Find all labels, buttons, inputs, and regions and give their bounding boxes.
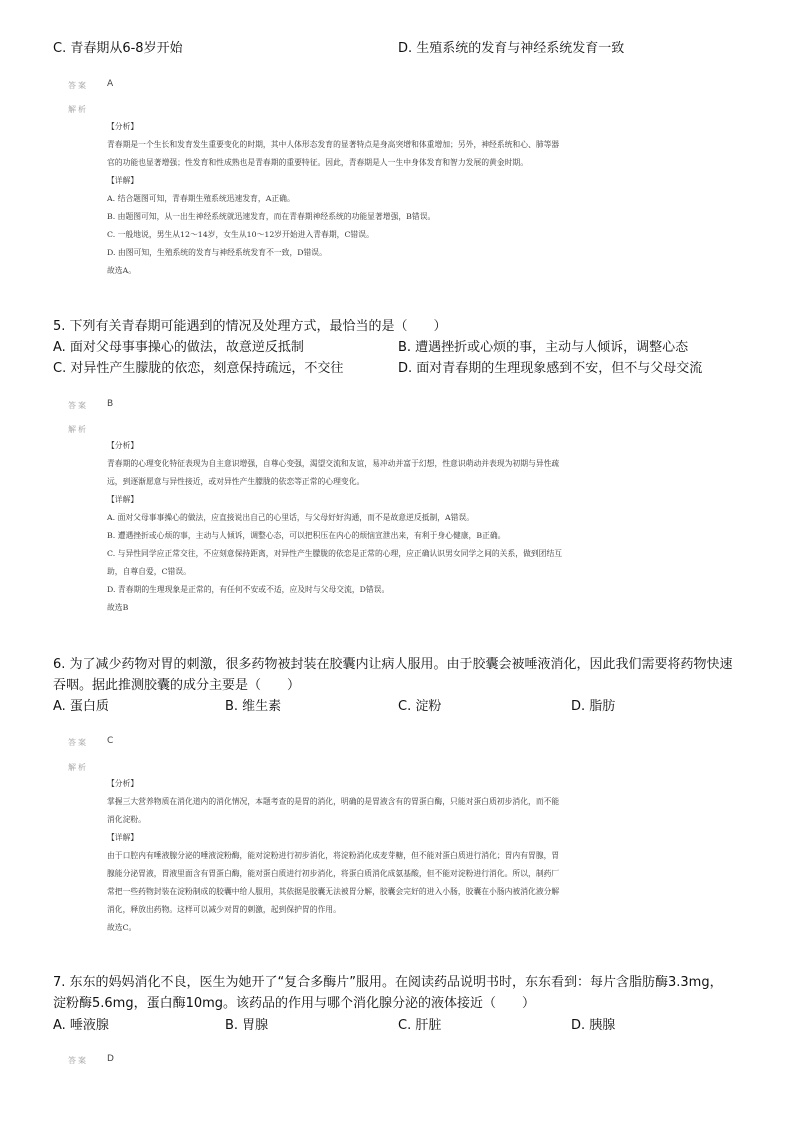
q6-options bbox=[53, 696, 753, 717]
q7-option-a: A. 唾液腺 bbox=[53, 1018, 109, 1033]
q4-analysis-label: 解析 bbox=[68, 105, 88, 114]
q6-expl-line: 【详解】 bbox=[107, 833, 139, 842]
q7-answer: D bbox=[107, 1054, 114, 1064]
q6-answer: C bbox=[107, 736, 114, 746]
q4-options bbox=[53, 38, 753, 59]
q5-options bbox=[53, 337, 753, 379]
q4-explanation bbox=[107, 118, 721, 280]
q4-expl-line: 【分析】 bbox=[107, 122, 139, 131]
q6-stem-line: 吞咽。据此推测胶囊的成分主要是（ ） bbox=[53, 678, 301, 693]
q5-answer: B bbox=[107, 399, 114, 409]
q4-expl-line: 【详解】 bbox=[107, 176, 139, 185]
q6-option-d: D. 脂肪 bbox=[571, 699, 616, 714]
q4-option-d: D. 生殖系统的发育与神经系统发育一致 bbox=[398, 41, 625, 56]
q5-stem: 5. 下列有关青春期可能遇到的情况及处理方式，最恰当的是（ ） bbox=[53, 319, 447, 334]
q6-stem-line: 6. 为了减少药物对胃的刺激，很多药物被封装在胶囊内让病人服用。由于胶囊会被唾液消化，因此我们需要将药物快速 bbox=[53, 657, 733, 672]
q6-stem bbox=[53, 654, 753, 696]
q6-expl-line: 掌握三大营养物质在消化道内的消化情况，本题考查的是胃的消化，明确的是胃液含有的胃蛋白酶，只能对蛋白质初步消化，而不能 bbox=[107, 797, 560, 806]
q5-explanation bbox=[107, 437, 721, 617]
q4-answer: A bbox=[107, 79, 114, 89]
q7-stem bbox=[53, 972, 753, 1014]
q5-expl-line: 助，自尊自爱，C错误。 bbox=[107, 567, 191, 576]
q6-answer-label: 答案 bbox=[68, 738, 88, 747]
q5-expl-line: A. 面对父母事事操心的做法，应直接说出自己的心里话，与父母好好沟通，而不是故意逆反抵制，A错误。 bbox=[107, 513, 475, 522]
q4-expl-line: C. 一般地说，男生从12～14岁，女生从10～12岁开始进入青春期，C错误。 bbox=[107, 230, 374, 239]
q6-explanation bbox=[107, 775, 721, 937]
q4-expl-line: 青春期是一个生长和发育发生重要变化的时期，其中人体形态发育的显著特点是身高突增和体重增加；另外，神经系统和心、肺等器 bbox=[107, 140, 560, 149]
q6-analysis-label: 解析 bbox=[68, 763, 88, 772]
q7-option-d: D. 胰腺 bbox=[571, 1018, 616, 1033]
q6-expl-line: 消化淀粉。 bbox=[107, 815, 146, 824]
q5-expl-line: 【分析】 bbox=[107, 441, 139, 450]
q7-options bbox=[53, 1015, 753, 1036]
q4-expl-line: 故选A。 bbox=[107, 266, 137, 275]
q7-stem-line: 淀粉酶5.6mg，蛋白酶10mg。该药品的作用与哪个消化腺分泌的液体接近（ ） bbox=[53, 996, 536, 1011]
q5-expl-line: 远，到逐渐愿意与异性接近，或对异性产生朦胧的依恋等正常的心理变化。 bbox=[107, 477, 365, 486]
q7-stem-line: 7. 东东的妈妈消化不良，医生为她开了“复合多酶片”服用。在阅读药品说明书时，东东看到：每片含脂肪酶3.3mg， bbox=[53, 975, 723, 990]
q5-option-d: D. 面对青春期的生理现象感到不安，但不与父母交流 bbox=[398, 361, 703, 376]
q4-option-c: C. 青春期从6-8岁开始 bbox=[53, 41, 183, 56]
q7-option-c: C. 肝脏 bbox=[398, 1018, 442, 1033]
q5-expl-line: D. 青春期的生理现象是正常的，有任何不安或不适，应及时与父母交流，D错误。 bbox=[107, 585, 390, 594]
q5-expl-line: 青春期的心理变化特征表现为自主意识增强，自尊心变强，渴望交流和友谊，易冲动并富于幻想，性意识萌动并表现为初期与异性疏 bbox=[107, 459, 560, 468]
q6-expl-line: 消化，释放出药物。这样可以减少对胃的刺激，起到保护胃的作用。 bbox=[107, 905, 341, 914]
q7-answer-label: 答案 bbox=[68, 1056, 88, 1065]
q6-expl-line: 【分析】 bbox=[107, 779, 139, 788]
q6-option-c: C. 淀粉 bbox=[398, 699, 442, 714]
q5-expl-line: B. 遭遇挫折或心烦的事，主动与人倾诉，调整心态，可以把积压在内心的烦恼宣泄出来，有利于身心健康，B正确。 bbox=[107, 531, 506, 540]
q6-expl-line: 常把一些药物封装在淀粉制成的胶囊中给人服用，其依据是胶囊无法被胃分解，胶囊会完好的进入小肠，胶囊在小肠内被消化液分解 bbox=[107, 887, 560, 896]
q5-expl-line: C. 与异性同学应正常交往，不应刻意保持距离，对异性产生朦胧的依恋是正常的心理，应正确认识男女同学之间的关系，做到团结互 bbox=[107, 549, 563, 558]
q7-option-b: B. 胃腺 bbox=[225, 1018, 269, 1033]
q6-expl-line: 由于口腔内有唾液腺分泌的唾液淀粉酶，能对淀粉进行初步消化，将淀粉消化成麦芽糖，但不能对蛋白质进行消化；胃内有胃腺，胃 bbox=[107, 851, 560, 860]
q6-option-b: B. 维生素 bbox=[225, 699, 282, 714]
q6-expl-line: 故选C。 bbox=[107, 923, 137, 932]
q4-expl-line: B. 由题图可知，从一出生神经系统就迅速发育，而在青春期神经系统的功能显著增强，B错误。 bbox=[107, 212, 436, 221]
q4-expl-line: 官的功能也显著增强；性发育和性成熟也是青春期的重要特征。因此，青春期是人一生中身体发育和智力发展的黄金时期。 bbox=[107, 158, 529, 167]
q6-expl-line: 腺能分泌胃液，胃液里面含有胃蛋白酶，能对蛋白质进行初步消化，将蛋白质消化成氨基酸，但不能对淀粉进行消化。所以，制药厂 bbox=[107, 869, 560, 878]
q6-option-a: A. 蛋白质 bbox=[53, 699, 109, 714]
q4-expl-line: D. 由图可知，生殖系统的发育与神经系统发育不一致，D错误。 bbox=[107, 248, 327, 257]
q5-expl-line: 故选B bbox=[107, 603, 129, 612]
q5-option-b: B. 遭遇挫折或心烦的事，主动与人倾诉，调整心态 bbox=[398, 340, 689, 355]
q5-analysis-label: 解析 bbox=[68, 425, 88, 434]
q4-answer-label: 答案 bbox=[68, 81, 88, 90]
q5-expl-line: 【详解】 bbox=[107, 495, 139, 504]
q5-answer-label: 答案 bbox=[68, 401, 88, 410]
q5-option-a: A. 面对父母事事操心的做法，故意逆反抵制 bbox=[53, 340, 304, 355]
q5-option-c: C. 对异性产生朦胧的依恋，刻意保持疏远，不交往 bbox=[53, 361, 344, 376]
q4-expl-line: A. 结合题图可知，青春期生殖系统迅速发育，A正确。 bbox=[107, 194, 295, 203]
